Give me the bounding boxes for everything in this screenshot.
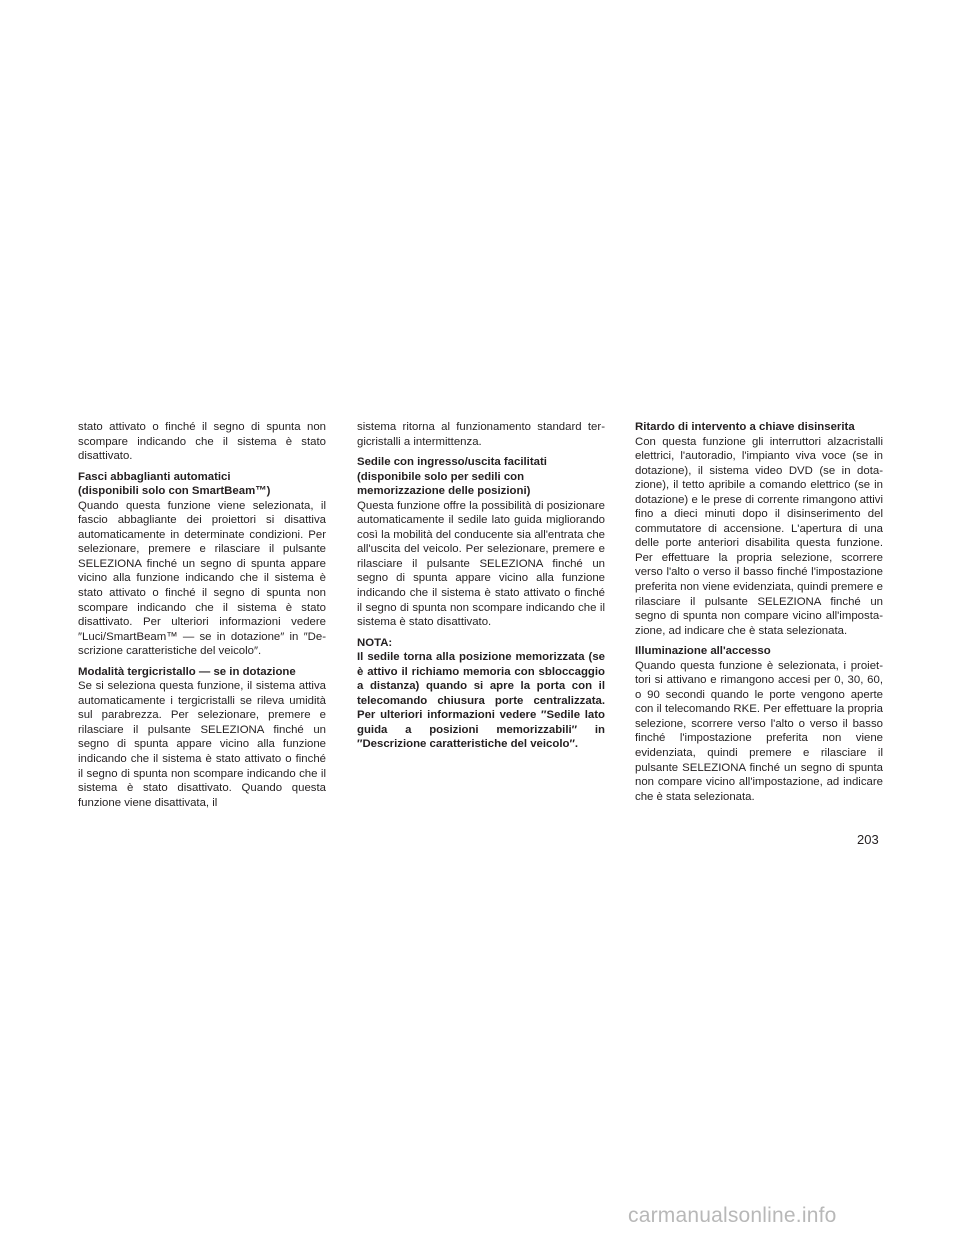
easy-entry-heading-line1: Sedile con ingresso/uscita facilitati	[357, 456, 547, 469]
easy-entry-heading-line3: memorizzazione delle posizioni)	[357, 485, 531, 498]
nota-text: Il sedile torna alla posizione memorizzata (se è attivo il richiamo memoria con sbloccaggio a distanza) quando si apre la porta con il telecomando chiusura porte centralizzata. Per ulteriori informazioni vedere ″Sedile lato guida a posizioni memorizzabili″ in ″Descrizione caratteristiche del veicolo″.	[357, 651, 605, 751]
easy-entry-heading	[357, 455, 605, 499]
right-column	[635, 420, 883, 810]
smartbeam-paragraph: Quando questa funzione viene selezionata, il fascio abbagliante dei proiettori si disattiva automaticamente in determinate condizioni. Per selezionare, premere e rilasciare il pulsante SELEZIONA finché un segno di spunta appare vicino alla funzione indicando che il sistema è stato attivato o finché il segno di spunta non scompare indicando che il sistema è stato disattivato. Per ulteriori informazioni vedere ″Luci/SmartBeam™ — se in dotazione″ in ″Descrizione caratteristiche del veicolo″.	[78, 499, 326, 658]
left-column	[78, 420, 326, 816]
easy-entry-heading-line2: (disponibile solo per sedili con	[357, 470, 525, 483]
nota-label: NOTA:	[357, 636, 393, 649]
approach-lighting-heading: Illuminazione all'accesso	[635, 645, 771, 658]
watermark: carmanualsonline.info	[628, 1204, 837, 1227]
page-number: 203	[857, 832, 879, 847]
wiper-mode-heading: Modalità tergicristallo — se in dotazione	[78, 665, 296, 678]
delay-heading: Ritardo di intervento a chiave disinserita	[635, 421, 855, 433]
middle-column	[357, 420, 605, 758]
smartbeam-heading	[78, 470, 326, 499]
easy-entry-paragraph: Questa funzione offre la possibilità di posizionare automaticamente il sedile lato guida migliorando così la mobilità del conducente sia all'entrata che all'uscita del veicolo. Per selezionare, premere e rilasciare il pulsante SELEZIONA finché un segno di spunta appare vicino alla funzione indicando che il sistema è stato attivato o finché il segno di spunta non scompare indicando che il sistema è stato disattivato.	[357, 499, 605, 629]
wiper-mode-paragraph: Se si seleziona questa funzione, il sistema attiva automaticamente i tergicristalli se rileva umidità sul parabrezza. Per selezionare, premere e rilasciare il pulsante SELEZIONA finché un segno di spunta appare vicino alla funzione indicando che il sistema è stato attivato o finché il segno di spunta non scompare indicando che il sistema è stato disattivato. Quando questa funzione viene disattivata, il	[78, 680, 326, 809]
approach-lighting-paragraph: Quando questa funzione è selezionata, i proiettori si attivano e rimangono accesi per 0, 30, 60, o 90 secondi quando le porte vengono aperte con il telecomando RKE. Per effettuare la propria selezione, scorrere verso l'alto o verso il basso finché l'impostazione preferita non viene evidenziata, quindi premere e rilasciare il pulsante SELEZIONA finché un segno di spunta non compare vicino all'impostazione, ad indicare che è stata selezionata.	[635, 659, 883, 803]
smartbeam-heading-line2: (disponibili solo con SmartBeam™)	[78, 485, 271, 498]
delay-paragraph: Con questa funzione gli interruttori alzacristalli elettrici, l'autoradio, l'impianto viva voce (se in dotazione), il sistema video DVD (se in dotazione), il tetto apribile a comando elettrico (se in dotazione) e le prese di corrente rimangono attivi fino a dieci minuti dopo il disinserimento del commutatore di accensione. L'apertura di una delle porte anteriori disabilita questa funzione. Per effettuare la propria selezione, scorrere verso l'alto o verso il basso finché l'impostazione preferita non viene evidenziata, quindi premere e rilasciare il pulsante SELEZIONA finché un segno di spunta non compare vicino all'impostazione, ad indicare che è stata selezionata.	[635, 435, 883, 637]
left-paragraph-1: stato attivato o finché il segno di spunta non scompare indicando che il sistema è stato disattivato.	[78, 421, 326, 463]
smartbeam-heading-line1: Fasci abbaglianti automatici	[78, 470, 231, 483]
mid-paragraph-1: sistema ritorna al funzionamento standard tergicristalli a intermittenza.	[357, 421, 605, 448]
